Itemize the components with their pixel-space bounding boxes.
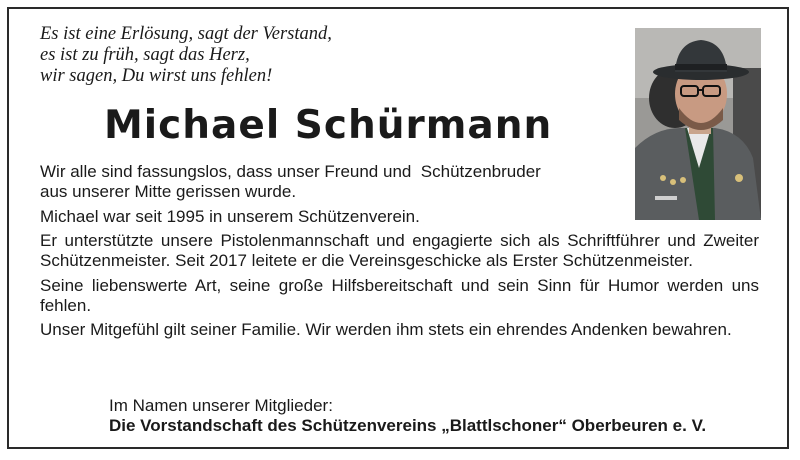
quote-line: es ist zu früh, sagt das Herz,: [40, 45, 250, 65]
text-line: Wir alle sind fassungslos, dass unser Freund und Schützenbruder: [40, 162, 541, 181]
text-line: aus unserer Mitte gerissen wurde.: [40, 182, 297, 201]
opening-quote: [40, 24, 460, 87]
quote-line: Es ist eine Erlösung, sagt der Verstand,: [40, 24, 332, 44]
deceased-name: Michael Schürmann: [104, 103, 553, 148]
text-line: Michael war seit 1995 in unserem Schützenverein.: [40, 206, 420, 226]
paragraph-roles: Er unterstützte unsere Pistolenmannschaft und engagierte sich als Schriftführer und Zweiter Schützenmeister. Seit 2017 leitete er die Vereinsgeschicke als Erster Schützenmeister.: [40, 231, 759, 270]
paragraph-condolence: [40, 162, 610, 202]
obituary-text: [40, 162, 759, 345]
signature: [109, 396, 759, 436]
quote-line: wir sagen, Du wirst uns fehlen!: [40, 66, 273, 86]
paragraph-membership: [40, 207, 610, 227]
signature-organization: Die Vorstandschaft des Schützenvereins „Blattlschoner“ Oberbeuren e. V.: [109, 416, 707, 435]
paragraph-character: Seine liebenswerte Art, seine große Hilfsbereitschaft und sein Sinn für Humor werden uns fehlen.: [40, 275, 759, 315]
signature-intro: Im Namen unserer Mitglieder:: [109, 396, 333, 415]
paragraph-sympathy: Unser Mitgefühl gilt seiner Familie. Wir werden ihm stets ein ehrendes Andenken bewahren.: [40, 320, 732, 339]
